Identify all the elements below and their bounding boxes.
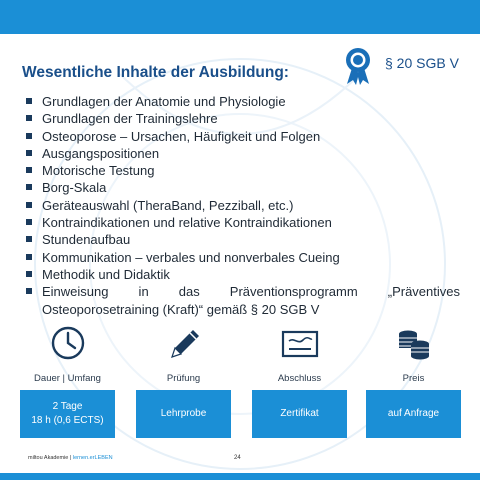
bullet-square-icon	[26, 202, 32, 208]
bullet-square-icon	[26, 98, 32, 104]
list-item-text: Stundenaufbau	[42, 232, 131, 248]
list-item	[24, 283, 460, 318]
bullet-square-icon	[26, 236, 32, 242]
feature-certificate	[252, 325, 347, 384]
price-box	[366, 390, 461, 438]
certificate-icon	[280, 325, 320, 361]
list-item-text: Ausgangspositionen	[42, 145, 160, 161]
bullet-square-icon	[26, 184, 32, 190]
badge-text: § 20 SGB V	[385, 55, 459, 71]
list-item-text-line2: Osteoporosetraining (Kraft)“ gemäß § 20 SGB V	[42, 301, 320, 317]
feature-label: Prüfung	[166, 373, 201, 384]
feature-label: Preis	[402, 373, 425, 384]
list-item-text: Kontraindikationen und relative Kontraindikationen	[42, 215, 332, 231]
bullet-square-icon	[26, 271, 32, 277]
pen-icon	[166, 325, 202, 361]
award-ribbon-icon	[344, 46, 372, 86]
box-line: Lehrprobe	[160, 408, 207, 419]
bullet-square-icon	[26, 254, 32, 260]
box-line: 2 Tage	[52, 401, 83, 412]
list-item-text-line1: Einweisung in das Präventionsprogramm „Präventives	[42, 284, 460, 300]
feature-exam	[136, 325, 231, 384]
feature-duration	[20, 325, 115, 384]
top-bar	[0, 0, 480, 34]
bullet-square-icon	[26, 219, 32, 225]
bullet-square-icon	[26, 167, 32, 173]
feature-price	[366, 325, 461, 384]
list-item-text: Borg-Skala	[42, 180, 107, 196]
content-bullet-list	[24, 93, 460, 318]
list-item	[24, 214, 460, 231]
feature-label: Abschluss	[277, 373, 322, 384]
list-item	[24, 145, 460, 162]
list-item-text: Geräteauswahl (TheraBand, Pezziball, etc.)	[42, 197, 294, 213]
box-line: auf Anfrage	[387, 408, 440, 419]
footer	[28, 455, 113, 461]
duration-box	[20, 390, 115, 438]
box-line: 18 h (0,6 ECTS)	[31, 415, 104, 426]
list-item	[24, 266, 460, 283]
clock-icon	[50, 325, 86, 361]
bullet-square-icon	[26, 150, 32, 156]
list-item	[24, 110, 460, 127]
bullet-square-icon	[26, 288, 32, 294]
list-item-text: Osteoporose – Ursachen, Häufigkeit und Folgen	[42, 128, 321, 144]
list-item	[24, 197, 460, 214]
bullet-square-icon	[26, 115, 32, 121]
list-item	[24, 93, 460, 110]
feature-label: Dauer | Umfang	[34, 373, 101, 384]
page-title: Wesentliche Inhalte der Ausbildung:	[22, 64, 289, 81]
certificate-box	[252, 390, 347, 438]
bullet-square-icon	[26, 133, 32, 139]
list-item	[24, 162, 460, 179]
exam-box	[136, 390, 231, 438]
list-item	[24, 231, 460, 248]
bottom-bar	[0, 473, 480, 480]
box-line: Zertifikat	[280, 408, 319, 419]
list-item	[24, 179, 460, 196]
page-number: 24	[234, 455, 241, 461]
list-item-text: Methodik und Didaktik	[42, 266, 170, 282]
list-item	[24, 249, 460, 266]
list-item	[24, 128, 460, 145]
list-item-text: Motorische Testung	[42, 163, 155, 179]
footer-slogan: lernen.erLEBEN	[72, 455, 113, 461]
list-item-text: Grundlagen der Anatomie und Physiologie	[42, 94, 286, 109]
list-item-text: Kommunikation – verbales und nonverbales Cueing	[42, 249, 340, 265]
list-item-text: Grundlagen der Trainingslehre	[42, 111, 218, 127]
coins-icon	[394, 325, 434, 361]
footer-org: miltou Akademie |	[28, 455, 73, 461]
